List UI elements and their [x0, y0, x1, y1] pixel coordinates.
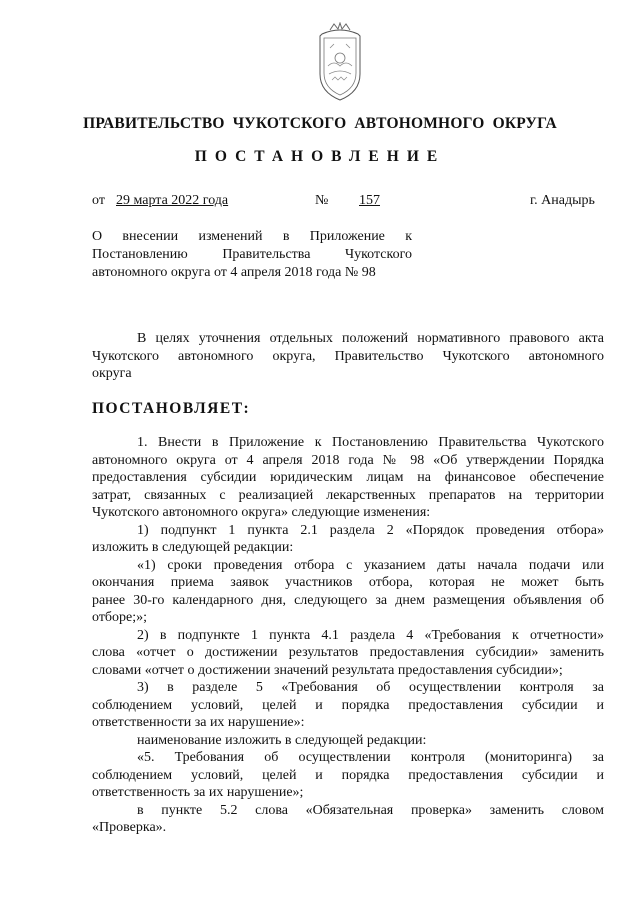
- decree-subject: [92, 228, 412, 282]
- body-paragraph: [92, 627, 604, 680]
- body-line: 1) подпункт 1 пункта 2.1 раздела 2 «Порядок проведения отбора»: [137, 522, 604, 538]
- body-line: предоставления субсидии юридическим лицам на финансовое обеспечение: [92, 470, 604, 485]
- body-line: «Проверка».: [92, 820, 167, 835]
- body-line: 2) в подпункте 1 пункта 4.1 раздела 4 «Требования к отчетности»: [137, 627, 604, 643]
- body-line: изложить в следующей редакции:: [92, 540, 294, 555]
- body-paragraph: [92, 557, 604, 627]
- city: г. Анадырь: [530, 193, 595, 208]
- body-line: «1) сроки проведения отбора с указанием даты начала подачи или: [137, 557, 604, 573]
- resolves-heading: ПОСТАНОВЛЯЕТ:: [92, 400, 251, 417]
- body-paragraph: [92, 802, 604, 837]
- body-line: 1. Внести в Приложение к Постановлению Правительства Чукотского: [137, 435, 604, 450]
- body-line: в пункте 5.2 слова «Обязательная проверка» заменить словом: [137, 802, 604, 818]
- body-line: слова «отчет о достижении результатов предоставления субсидии» заменить: [92, 645, 604, 660]
- body-paragraph: [92, 732, 604, 750]
- body-line: «5. Требования об осуществлении контроля (мониторинга) за: [137, 750, 604, 765]
- preamble-line: Чукотского автономного округа, Правительство Чукотского автономного: [92, 348, 604, 364]
- body-line: затрат, связанных с реализацией лекарственных препаратов на территории: [92, 487, 604, 503]
- body-line: наименование изложить в следующей редакции:: [137, 732, 427, 748]
- body-paragraph: [92, 679, 604, 732]
- body-paragraph: [92, 749, 604, 802]
- body-line: соблюдением условий, целей и порядка предоставления субсидии и: [92, 697, 604, 713]
- government-title: ПРАВИТЕЛЬСТВО ЧУКОТСКОГО АВТОНОМНОГО ОКРУГА: [83, 115, 557, 132]
- body-line: окончания приема заявок участников отбора, которая не может быть: [92, 575, 604, 590]
- decree-number: 157: [359, 193, 380, 208]
- body-line: ранее 30-го календарного дня, следующего за днем размещения объявления об: [92, 592, 604, 608]
- body-line: соблюдением условий, целей и порядка предоставления субсидии и: [92, 767, 604, 783]
- body-line: автономного округа от 4 апреля 2018 года № 98 «Об утверждении Порядка: [92, 452, 604, 468]
- body-paragraph: [92, 434, 604, 522]
- preamble: [92, 330, 604, 383]
- body-line: Чукотского автономного округа» следующие изменения:: [92, 505, 431, 520]
- from-label: от: [92, 193, 105, 208]
- decree-date: 29 марта 2022 года: [116, 193, 229, 208]
- body-line: словами «отчет о достижении значений результата предоставления субсидии»;: [92, 662, 563, 678]
- number-label: №: [315, 193, 329, 208]
- body-line: ответственности за их нарушение»:: [92, 715, 305, 730]
- body-line: 3) в разделе 5 «Требования об осуществлении контроля за: [137, 680, 604, 695]
- body-line: отборе;»;: [92, 610, 148, 625]
- decree-title: ПОСТАНОВЛЕНИЕ: [194, 148, 446, 165]
- subject-line: О внесении изменений в Приложение к: [92, 229, 412, 244]
- subject-line: автономного округа от 4 апреля 2018 года № 98: [92, 265, 376, 280]
- subject-line: Постановлению Правительства Чукотского: [92, 247, 412, 262]
- preamble-line: В целях уточнения отдельных положений нормативного правового акта: [137, 331, 604, 346]
- decree-body: [92, 434, 604, 837]
- preamble-line: округа: [92, 366, 132, 381]
- body-paragraph: [92, 522, 604, 557]
- body-line: ответственность за их нарушение»;: [92, 785, 304, 800]
- coat-of-arms-emblem: [302, 22, 378, 106]
